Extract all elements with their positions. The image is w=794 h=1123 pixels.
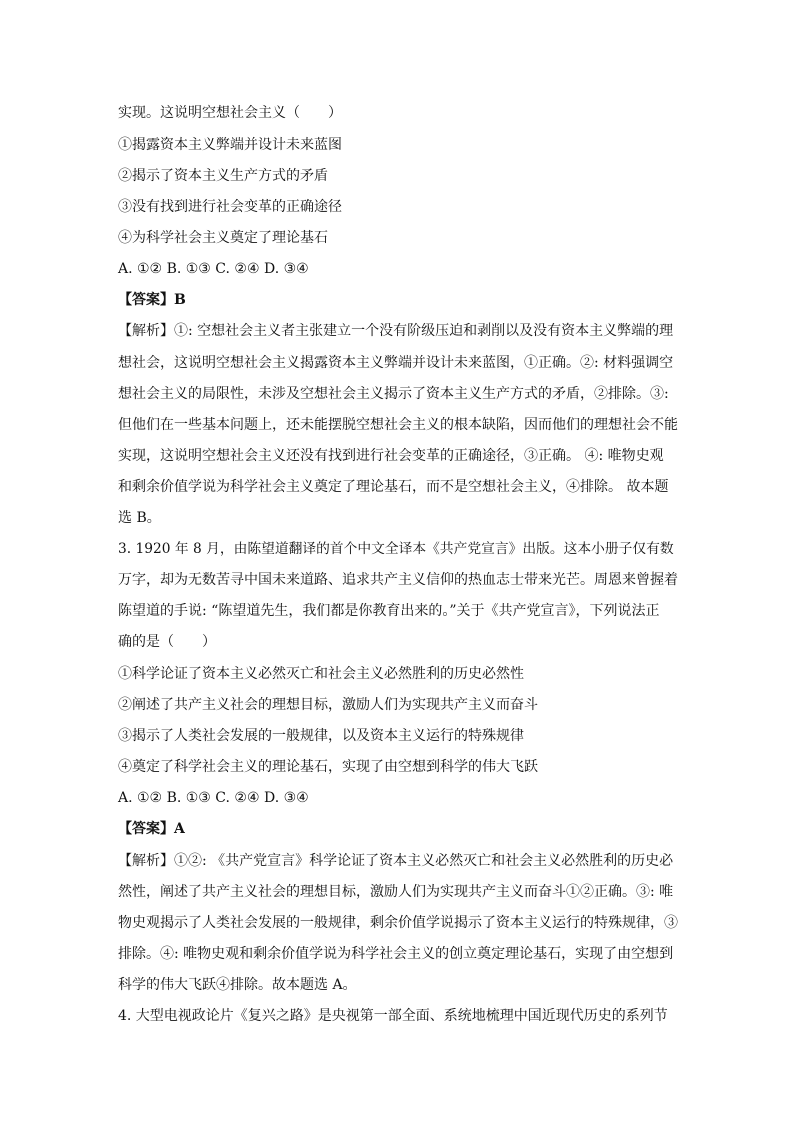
q2-option-2: ②揭示了资本主义生产方式的矛盾 [118, 168, 328, 184]
q2-analysis-line: 选 B。 [118, 510, 161, 526]
q2-analysis-line: 想社会，这说明空想社会主义揭露资本主义弊端并设计未来蓝图，①正确。②: 材料强调空 [118, 355, 674, 371]
q3-analysis-line: 排除。④: 唯物史观和剩余价值学说为科学社会主义的创立奠定理论基石，实现了由空想到 [118, 946, 674, 962]
q2-choices: A. ①② B. ①③ C. ②④ D. ③④ [118, 261, 309, 277]
q3-choices: A. ①② B. ①③ C. ②④ D. ③④ [118, 790, 309, 806]
q2-stem-end: 实现。这说明空想社会主义（ ） [118, 105, 342, 121]
q3-option-4: ④奠定了科学社会主义的理论基石，实现了由空想到科学的伟大飞跃 [118, 759, 538, 775]
q3-stem-line: 万字，却为无数苦寻中国未来道路、追求共产主义信仰的热血志士带来光芒。周恩来曾握着 [118, 572, 678, 588]
q3-analysis-line: 【解析】①②: 《共产党宣言》科学论证了资本主义必然灭亡和社会主义必然胜利的历史必 [118, 853, 674, 869]
q2-option-4: ④为科学社会主义奠定了理论基石 [118, 230, 328, 246]
q3-answer: 【答案】A [118, 821, 185, 837]
q2-option-1: ①揭露资本主义弊端并设计未来蓝图 [118, 137, 342, 153]
q3-stem-line: 确的是（ ） [118, 634, 216, 650]
q2-analysis-line: 想社会主义的局限性，未涉及空想社会主义揭示了资本主义生产方式的矛盾，②排除。③: [118, 386, 669, 402]
q3-analysis-line: 物史观揭示了人类社会发展的一般规律，剩余价值学说揭示了资本主义运行的特殊规律，③ [118, 915, 678, 931]
q2-option-3: ③没有找到进行社会变革的正确途径 [118, 199, 342, 215]
q3-analysis-line: 然性，阐述了共产主义社会的理想目标，激励人们为实现共产主义而奋斗①②正确。③: 唯 [118, 884, 674, 900]
q4-stem-start: 4. 大型电视政论片《复兴之路》是央视第一部全面、系统地梳理中国近现代历史的系列节 [118, 1008, 668, 1024]
q3-option-2: ②阐述了共产主义社会的理想目标，激励人们为实现共产主义而奋斗 [118, 697, 538, 713]
q3-stem-line: 陈望道的手说: “陈望道先生，我们都是你教育出来的。”关于《共产党宣言》，下列说法正 [118, 603, 660, 619]
q2-analysis-line: 和剩余价值学说为科学社会主义奠定了理论基石，而不是空想社会主义，④排除。 故本题 [118, 479, 669, 495]
q2-analysis-line: 但他们在一些基本问题上，还未能摆脱空想社会主义的根本缺陷，因而他们的理想社会不能 [118, 417, 678, 433]
q2-answer: 【答案】B [118, 292, 186, 308]
q3-analysis-line: 科学的伟大飞跃④排除。故本题选 A。 [118, 977, 357, 993]
q3-stem-line: 3. 1920 年 8 月，由陈望道翻译的首个中文全译本《共产党宣言》出版。这本小册子仅有数 [118, 541, 674, 557]
q2-analysis-line: 【解析】①: 空想社会主义者主张建立一个没有阶级压迫和剥削以及没有资本主义弊端的理 [118, 323, 674, 339]
q3-option-3: ③揭示了人类社会发展的一般规律，以及资本主义运行的特殊规律 [118, 728, 524, 744]
q3-option-1: ①科学论证了资本主义必然灭亡和社会主义必然胜利的历史必然性 [118, 666, 524, 682]
q2-analysis-line: 实现，这说明空想社会主义还没有找到进行社会变革的正确途径，③正确。 ④: 唯物史观 [118, 448, 664, 464]
